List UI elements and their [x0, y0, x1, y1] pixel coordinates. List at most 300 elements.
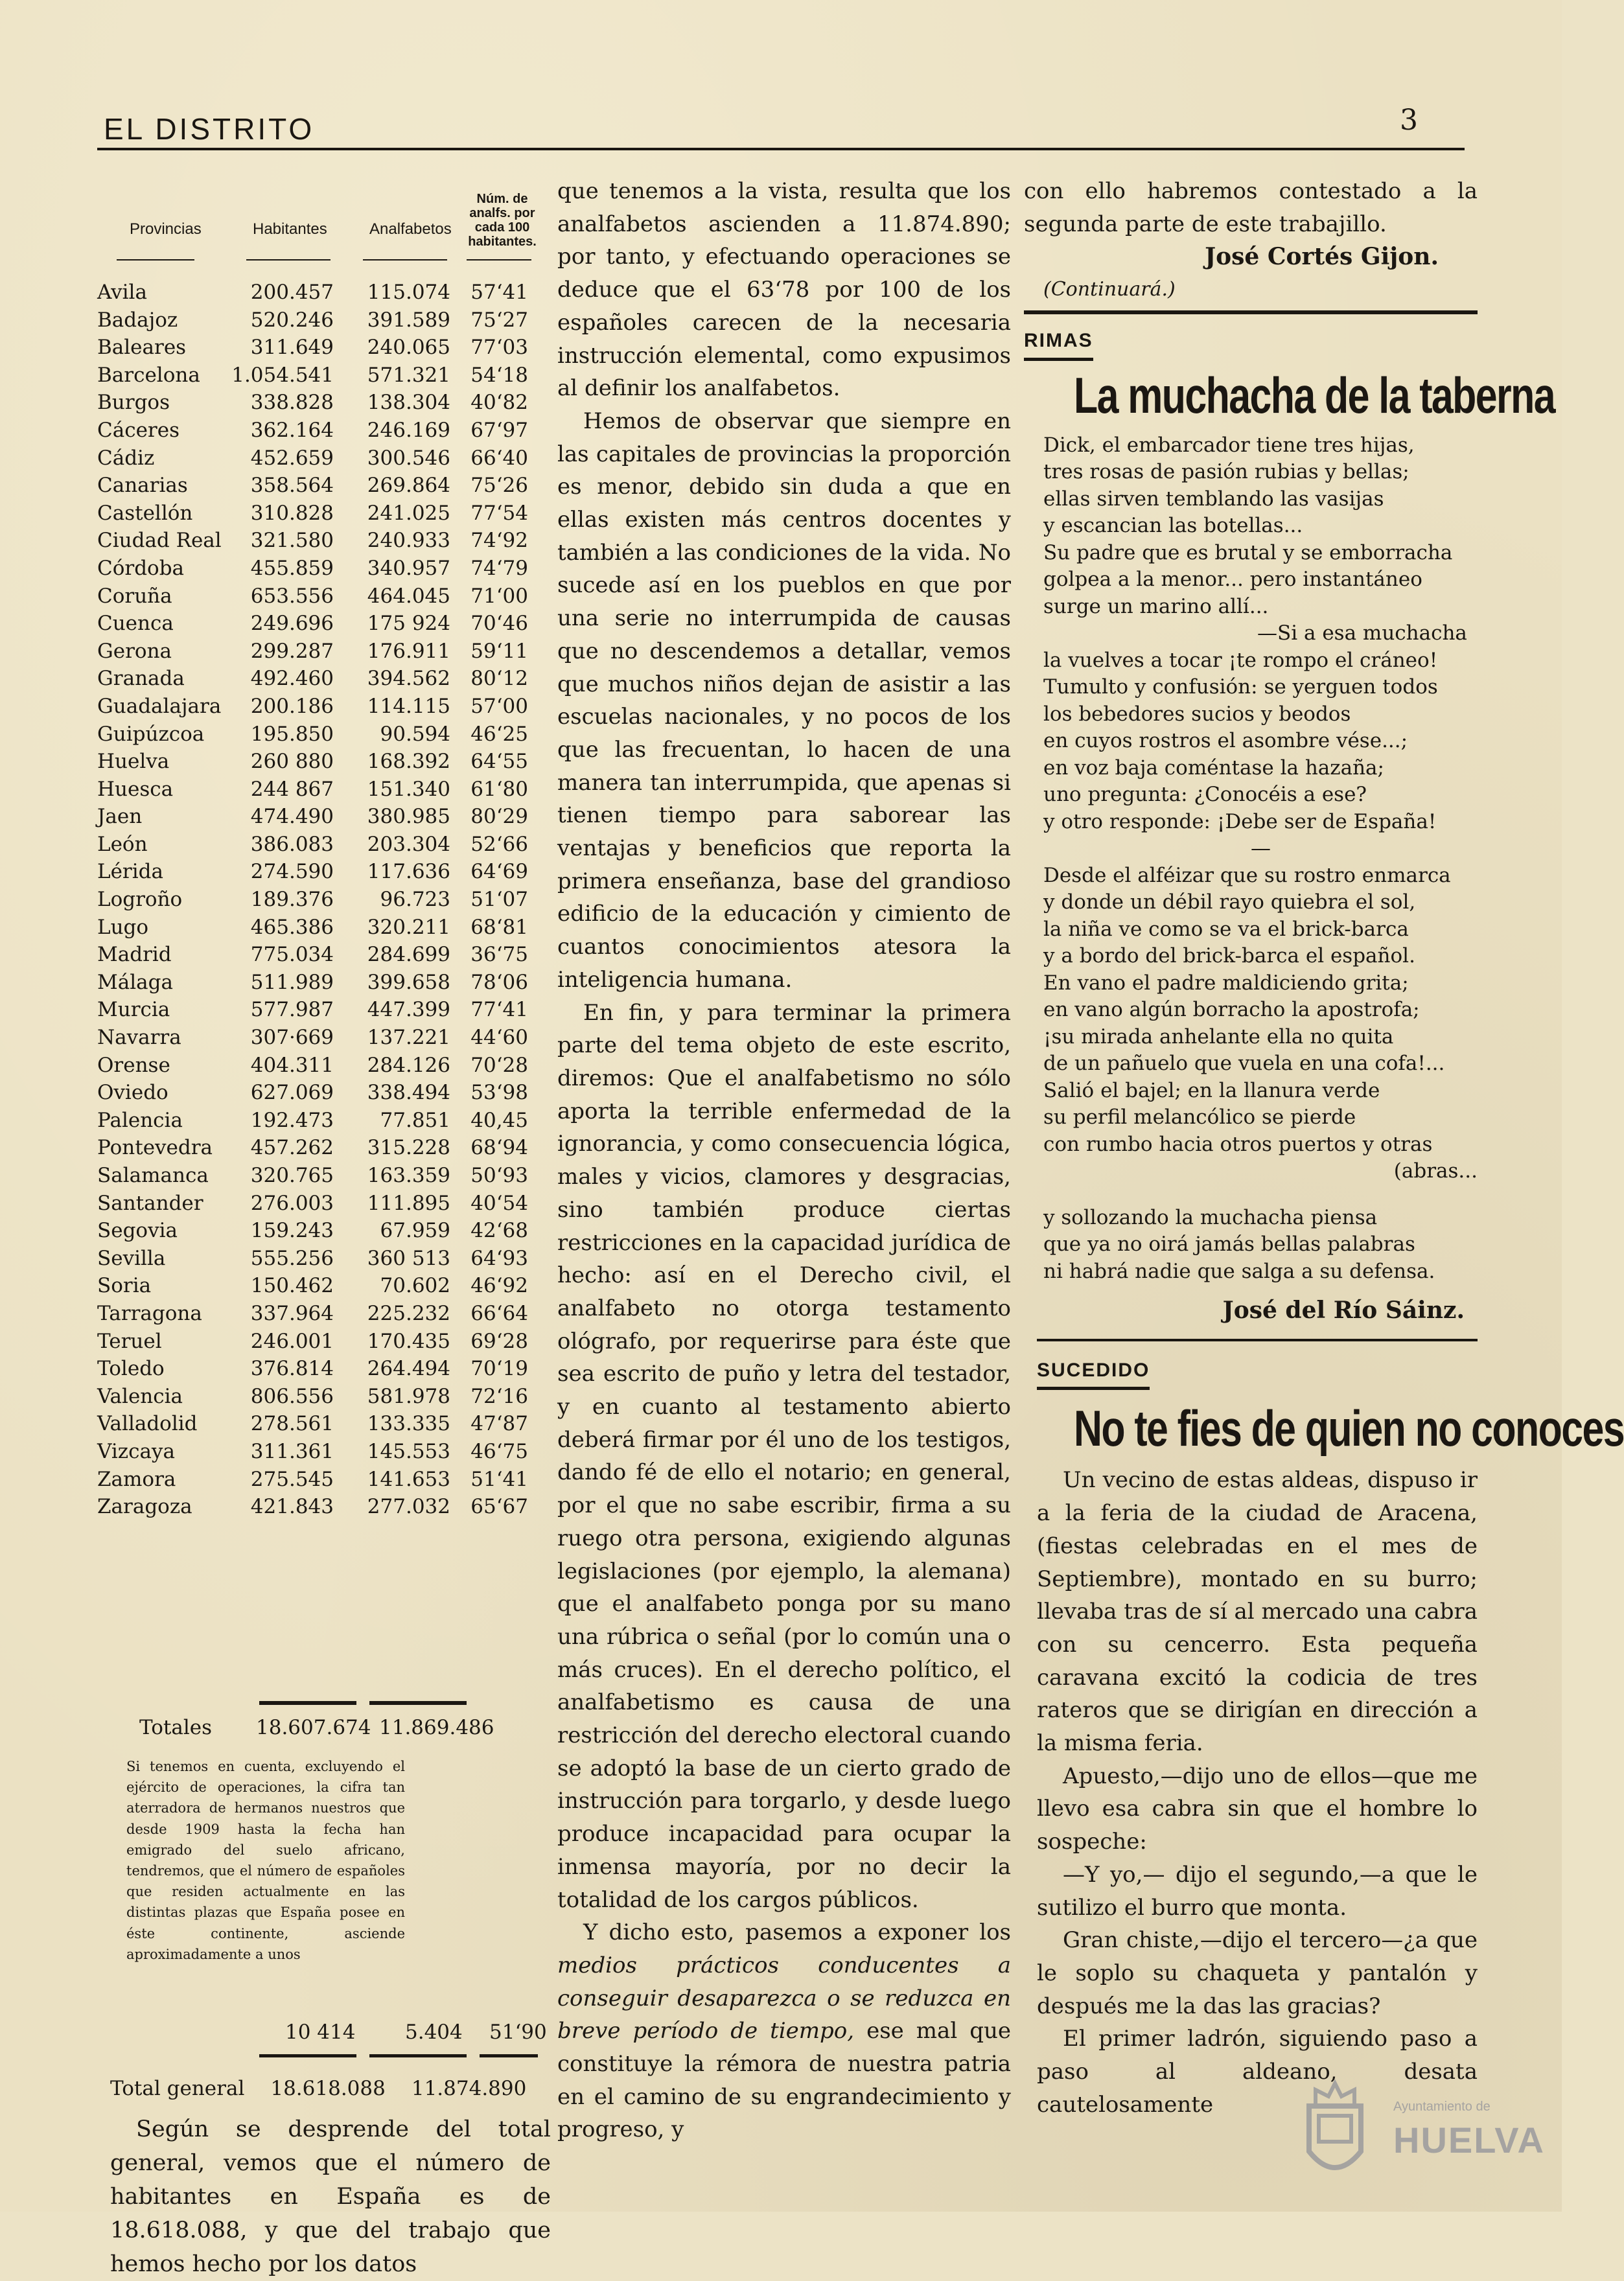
percent-value: 74‘92 [470, 529, 528, 553]
poem-line: ¡su mirada anhelante ella no quita [1043, 1025, 1394, 1048]
story-body [1024, 1464, 1478, 2121]
percent-value: 65‘67 [470, 1495, 528, 1519]
habitantes-value: 311.649 [250, 336, 334, 360]
author-signature: José Cortés Gijon. [1205, 243, 1439, 271]
percent-value: 71‘00 [470, 584, 528, 608]
habitantes-value: 195.850 [250, 722, 334, 746]
table-row [91, 279, 557, 307]
poem-line: los bebedores sucios y beodos [1043, 702, 1351, 726]
table-row [91, 748, 557, 776]
table-row [91, 362, 557, 389]
province-name: Avila [97, 281, 147, 304]
poem-line: en voz baja coméntase la hazaña; [1043, 756, 1384, 780]
province-name: Castellón [97, 501, 193, 525]
table-row [91, 914, 557, 942]
province-name: Barcelona [97, 363, 200, 387]
huelva-logo [1290, 2080, 1545, 2197]
analfabetos-value: 138.304 [367, 391, 450, 415]
poem-line: de un pañuelo que vuela en una cofa!... [1043, 1052, 1445, 1076]
analfabetos-value: 175 924 [367, 612, 450, 636]
analfabetos-value: 90.594 [380, 722, 450, 746]
percent-value: 64‘93 [470, 1246, 528, 1270]
province-name: Granada [97, 667, 185, 691]
poem-line: Su padre que es brutal y se emborracha [1043, 540, 1453, 564]
poem-line: surge un marino allí... [1043, 594, 1269, 618]
habitantes-value: 404.311 [250, 1053, 334, 1077]
header-underline [363, 259, 447, 261]
poem-line: Tumulto y confusión: se yerguen todos [1043, 675, 1438, 699]
analfabetos-value: 240.933 [367, 529, 450, 553]
table-row [91, 1328, 557, 1356]
habitantes-value: 159.243 [250, 1219, 334, 1243]
poem-line: Desde el alféizar que su rostro enmarca [1043, 863, 1451, 887]
unos-analfabetos: 5.404 [405, 2020, 463, 2044]
totales-habitantes: 18.607.674 [256, 1716, 371, 1739]
province-name: Cuenca [97, 612, 174, 636]
table-row [91, 1162, 557, 1190]
total-general-label: Total general [110, 2077, 245, 2100]
habitantes-value: 492.460 [250, 667, 334, 691]
poem-line: y escancian las botellas... [1043, 514, 1303, 538]
table-row [91, 1383, 557, 1411]
province-name: Baleares [97, 336, 187, 360]
unos-num: 51‘90 [489, 2020, 547, 2044]
habitantes-value: 386.083 [250, 832, 334, 856]
habitantes-value: 555.256 [250, 1246, 334, 1270]
analfabetos-value: 96.723 [380, 888, 450, 912]
analfabetos-value: 246.169 [367, 418, 450, 442]
header-provincias: Provincias [130, 220, 202, 238]
analfabetos-value: 340.957 [367, 556, 450, 580]
habitantes-value: 806.556 [250, 1384, 334, 1408]
poem-line: la vuelves a tocar ¡te rompo el cráneo! [1043, 648, 1438, 672]
province-name: Segovia [97, 1219, 178, 1243]
analfabetos-value: 137.221 [367, 1026, 450, 1050]
paragraph: Hemos de observar que siempre en las capitales de provincias la proporción es menor, debido sin duda a que en ellas existen más centros docentes y también a las condiciones de la vida. No sucede así en los pueblos en que por una serie no interrumpida de causas que no descendemos a detallar, vemos que muchos niños dejan de asistir a las escuelas nacionales, y no pocos de los que las frecuentan, lo hacen de una manera tan interrumpida, que apenas si tienen tiempo para saborear las ventajas y beneficios que reporta la primera enseñanza, base del grandioso edificio de la educación y cimiento de cuantos conocimientos atesora la inteligencia humana. [557, 408, 1011, 993]
analfabetos-value: 447.399 [367, 998, 450, 1022]
habitantes-value: 457.262 [250, 1136, 334, 1160]
poem-line: y sollozando la muchacha piensa [1043, 1205, 1378, 1229]
table-row [91, 389, 557, 417]
habitantes-value: 192.473 [250, 1108, 334, 1132]
table-row [91, 941, 557, 969]
masthead: EL DISTRITO [104, 112, 315, 146]
province-name: Huelva [97, 750, 170, 774]
page-number: 3 [1400, 104, 1418, 137]
province-name: Madrid [97, 943, 172, 967]
table-row [91, 1466, 557, 1494]
province-name: Navarra [97, 1026, 181, 1050]
table-row [91, 610, 557, 638]
percent-value: 72‘16 [470, 1384, 528, 1408]
habitantes-value: 653.556 [250, 584, 334, 608]
analfabetos-value: 241.025 [367, 501, 450, 525]
province-name: Guipúzcoa [97, 722, 205, 746]
habitantes-value: 275.545 [250, 1467, 334, 1491]
sum-rule [369, 2054, 467, 2057]
percent-value: 80‘12 [470, 667, 528, 691]
habitantes-value: 276.003 [250, 1191, 334, 1215]
total-general-analfabetos: 11.874.890 [411, 2077, 527, 2100]
percent-value: 75‘26 [470, 474, 528, 498]
analfabetos-value: 176.911 [367, 639, 450, 663]
province-name: Valencia [97, 1384, 183, 1408]
analfabetos-value: 170.435 [367, 1329, 450, 1353]
table-row [91, 1079, 557, 1107]
table-row [91, 1438, 557, 1466]
table-row [91, 665, 557, 693]
table-row [91, 583, 557, 610]
percent-value: 77‘41 [470, 998, 528, 1022]
province-name: Gerona [97, 639, 172, 663]
table-row [91, 1024, 557, 1052]
province-name: Huesca [97, 777, 174, 801]
habitantes-value: 1.054.541 [231, 363, 334, 387]
habitantes-value: 627.069 [250, 1081, 334, 1105]
percent-value: 47‘87 [470, 1412, 528, 1436]
percent-value: 42‘68 [470, 1219, 528, 1243]
percent-value: 68‘81 [470, 915, 528, 939]
percent-value: 52‘66 [470, 832, 528, 856]
percent-value: 57‘41 [470, 281, 528, 304]
table-row [91, 1245, 557, 1273]
table-row [91, 1052, 557, 1080]
province-name: León [97, 832, 148, 856]
province-name: Cádiz [97, 446, 155, 470]
totales-label: Totales [139, 1716, 213, 1739]
table-row [91, 886, 557, 914]
analfabetos-value: 399.658 [367, 970, 450, 994]
table-row [91, 555, 557, 583]
percent-value: 36‘75 [470, 943, 528, 967]
sum-rule [259, 2054, 356, 2057]
percent-value: 77‘54 [470, 501, 528, 525]
table-row [91, 417, 557, 445]
percent-value: 44‘60 [470, 1026, 528, 1050]
percent-value: 50‘93 [470, 1164, 528, 1187]
table-row [91, 445, 557, 472]
province-name: Murcia [97, 998, 170, 1022]
total-general-habitantes: 18.618.088 [270, 2077, 386, 2100]
table-row [91, 803, 557, 831]
poem-line: golpea a la menor... pero instantáneo [1043, 568, 1422, 592]
habitantes-value: 200.457 [250, 281, 334, 304]
section-rimas: RIMAS [1024, 325, 1093, 361]
table-row [91, 1493, 557, 1521]
analfabetos-value: 141.653 [367, 1467, 450, 1491]
header-num-analfs: Núm. de analfs. por cada 100 habitantes. [468, 192, 537, 249]
poem-line: —Si a esa muchacha [1257, 621, 1467, 645]
analfabetos-value: 277.032 [367, 1495, 450, 1519]
province-name: Cáceres [97, 418, 180, 442]
habitantes-value: 320.765 [250, 1164, 334, 1187]
percent-value: 75‘27 [470, 308, 528, 332]
table-row [91, 1272, 557, 1300]
habitantes-value: 376.814 [250, 1357, 334, 1381]
analfabetos-value: 115.074 [367, 281, 450, 304]
habitantes-value: 775.034 [250, 943, 334, 967]
habitantes-value: 274.590 [250, 860, 334, 884]
poem-line: en cuyos rostros el asombre vése...; [1043, 729, 1408, 753]
province-name: Córdoba [97, 556, 185, 580]
author-signature: José del Río Sáinz. [1222, 1297, 1465, 1325]
paragraph: Apuesto,—dijo uno de ellos—que me llevo esa cabra sin que el hombre lo sospeche: [1037, 1763, 1478, 1855]
analfabetos-value: 168.392 [367, 750, 450, 774]
analfabetos-value: 77.851 [380, 1108, 450, 1132]
province-name: Guadalajara [97, 694, 222, 718]
section-rule [1024, 310, 1478, 314]
percent-value: 78‘06 [470, 970, 528, 994]
sum-rule [480, 2054, 538, 2057]
habitantes-value: 455.859 [250, 556, 334, 580]
poem-line: ellas sirven temblando las vasijas [1043, 487, 1384, 511]
section-rule [1037, 1339, 1478, 1341]
habitantes-value: 520.246 [250, 308, 334, 332]
table-row [91, 500, 557, 527]
poem-line: la niña ve como se va el brick-barca [1043, 917, 1409, 941]
total-general-row [110, 2077, 552, 2100]
habitantes-value: 299.287 [250, 639, 334, 663]
province-name: Lugo [97, 915, 149, 939]
percent-value: 64‘69 [470, 860, 528, 884]
analfabetos-value: 464.045 [367, 584, 450, 608]
province-name: Jaen [97, 805, 143, 829]
poem-line: su perfil melancólico se pierde [1043, 1106, 1356, 1129]
province-name: Zaragoza [97, 1495, 192, 1519]
province-name: Badajoz [97, 308, 178, 332]
province-name: Tarragona [97, 1301, 202, 1325]
analfabetos-value: 360 513 [367, 1246, 450, 1270]
paragraph [557, 1916, 1011, 2146]
sum-rule [259, 1701, 356, 1705]
poem-line: con rumbo hacia otros puertos y otras [1043, 1132, 1433, 1156]
column1-paragraph [110, 2113, 551, 2281]
analfabetos-value: 114.115 [367, 694, 450, 718]
percent-value: 70‘19 [470, 1357, 528, 1381]
percent-value: 40‘82 [470, 391, 528, 415]
paragraph: Según se desprende del total general, vemos que el número de habitantes en España es de 18.618.088, y que del trabajo que hemos hecho por los datos [110, 2116, 551, 2277]
analfabetos-value: 203.304 [367, 832, 450, 856]
poem-line: y donde un débil rayo quiebra el sol, [1043, 890, 1416, 914]
analfabetos-value: 300.546 [367, 446, 450, 470]
percent-value: 68‘94 [470, 1136, 528, 1160]
habitantes-value: 465.386 [250, 915, 334, 939]
paragraph: En fin, y para terminar la primera parte del tema objeto de este escrito, diremos: Que el analfabetismo no sólo aporta la terrible enfermedad de la ignorancia, y como consecuencia lógica, males y vicios, clamores y desgracias, sino también produce ciertas restricciones en la capacidad jurídica de hecho: así en el Derecho civil, el analfabeto no otorga testamento ológrafo, por requerirse para éste que sea escrito de puño y letra del testador, y en cuanto al testamento abierto deberá firmar por él uno de los testigos, dando fé de ello el notario; en general, por el que no sabe escribir, firma a su ruego otra persona, exigiendo algunas legislaciones (por ejemplo, la alemana) que el analfabeto ponga por su mano una rúbrica o señal (por lo común una o más cruces). En el derecho político, el analfabetismo es causa de una restricción del derecho electoral cuando se adoptó la base de un cierto grado de instrucción para torgarlo, y desde luego produce incapacidad para ocupar la inmensa mayoría, por no decir la totalidad de los cargos públicos. [557, 999, 1011, 1913]
province-name: Salamanca [97, 1164, 209, 1187]
paragraph-text: Y dicho esto, pasemos a exponer los [583, 1919, 1011, 1946]
habitantes-value: 244 867 [250, 777, 334, 801]
habitantes-value: 577.987 [250, 998, 334, 1022]
poem-line: en vano algún borracho la apostrofa; [1043, 998, 1420, 1022]
analfabetos-value: 163.359 [367, 1164, 450, 1187]
habitantes-value: 278.561 [250, 1412, 334, 1436]
analfabetos-value: 225.232 [367, 1301, 450, 1325]
analfabetos-value: 117.636 [367, 860, 450, 884]
analfabetos-value: 315.228 [367, 1136, 450, 1160]
paragraph: El primer ladrón, siguiendo paso a paso al aldeano, desata cautelosamente [1037, 2026, 1478, 2118]
province-name: Palencia [97, 1108, 183, 1132]
analfabetos-value: 70.602 [380, 1274, 450, 1298]
province-name: Soria [97, 1274, 152, 1298]
analfabetos-value: 581.978 [367, 1384, 450, 1408]
percent-value: 69‘28 [470, 1329, 528, 1353]
table-row [91, 1217, 557, 1245]
poem-line: — [1251, 837, 1271, 861]
habitantes-value: 200.186 [250, 694, 334, 718]
habitantes-value: 474.490 [250, 805, 334, 829]
percent-value: 59‘11 [470, 639, 528, 663]
paragraph: Un vecino de estas aldeas, dispuso ir a la feria de la ciudad de Aracena, (fiestas celebradas en el mes de Septiembre), montado en su burro; llevaba tras de sí al mercado una cabra con su cencerro. Esta pequeña caravana excitó la codicia de tres rateros que se dirigían en dirección a la misma feria. [1037, 1467, 1478, 1757]
province-name: Burgos [97, 391, 170, 415]
table-row [91, 527, 557, 555]
table-row [91, 1355, 557, 1383]
analfabetos-value: 284.126 [367, 1053, 450, 1077]
poem-line: En vano el padre maldiciendo grita; [1043, 971, 1409, 995]
poem-line: (abras... [1393, 1159, 1478, 1183]
percent-value: 64‘55 [470, 750, 528, 774]
percent-value: 66‘40 [470, 446, 528, 470]
logo-title: HUELVA [1393, 2120, 1545, 2160]
table-row [91, 307, 557, 334]
percent-value: 61‘80 [470, 777, 528, 801]
province-name: Santander [97, 1191, 203, 1215]
totales-row [139, 1716, 494, 1739]
logo-caption: Ayuntamiento de [1393, 2100, 1491, 2114]
analfabetos-value: 240.065 [367, 336, 450, 360]
analfabetos-value: 133.335 [367, 1412, 450, 1436]
province-name: Oviedo [97, 1081, 168, 1105]
table-row [91, 1134, 557, 1162]
paragraph: —Y yo,— dijo el segundo,—a que le sutilizo el burro que monta. [1037, 1861, 1478, 1921]
analfabetos-value: 571.321 [367, 363, 450, 387]
province-name: Toledo [97, 1357, 165, 1381]
percent-value: 74‘79 [470, 556, 528, 580]
habitantes-value: 260 880 [250, 750, 334, 774]
paragraph-text: ese mal que constituye la rémora de nuestra patria en el camino de su engrandecimiento y progreso, y [557, 2018, 1012, 2143]
habitantes-value: 307·669 [250, 1026, 334, 1050]
habitantes-value: 338.828 [250, 391, 334, 415]
province-name: Coruña [97, 584, 172, 608]
analfabetos-value: 394.562 [367, 667, 450, 691]
note-africa: Si tenemos en cuenta, excluyendo el ejército de operaciones, la cifra tan aterradora de hermanos nuestros que desde 1909 hasta la fecha han emigrado del suelo africano, tendremos, que el número de españoles que residen actualmente en las distintas plazas que España posee en éste continente, asciende aproximadamente a unos [126, 1759, 405, 1962]
table-row [91, 1410, 557, 1438]
header-underline [246, 259, 331, 261]
percent-value: 54‘18 [470, 363, 528, 387]
table-row [91, 638, 557, 666]
poem-line: tres rosas de pasión rubias y bellas; [1043, 460, 1409, 484]
poem-line: y a bordo del brick-barca el español. [1043, 944, 1415, 968]
analfabetos-value: 264.494 [367, 1357, 450, 1381]
totales-analfabetos: 11.869.486 [379, 1716, 494, 1739]
table-row [91, 1300, 557, 1328]
article-body [557, 175, 1011, 2146]
province-name: Zamora [97, 1467, 176, 1491]
habitantes-value: 511.989 [250, 970, 334, 994]
analfabetos-value: 320.211 [367, 915, 450, 939]
poem-line: que ya no oirá jamás bellas palabras [1043, 1233, 1415, 1256]
percent-value: 46‘25 [470, 722, 528, 746]
habitantes-value: 189.376 [250, 888, 334, 912]
habitantes-value: 246.001 [250, 1329, 334, 1353]
poem-line: ni habrá nadie que salga a su defensa. [1043, 1259, 1435, 1283]
province-name: Ciudad Real [97, 529, 222, 553]
percent-value: 40‘54 [470, 1191, 528, 1215]
table-row [91, 969, 557, 997]
percent-value: 70‘46 [470, 612, 528, 636]
percent-value: 46‘75 [470, 1439, 528, 1463]
poem-line: y otro responde: ¡Debe ser de España! [1043, 809, 1437, 833]
province-name: Málaga [97, 970, 173, 994]
poem-line [1043, 1185, 1478, 1205]
header-rule [97, 148, 1465, 150]
poem-line: Salió el bajel; en la llanura verde [1043, 1078, 1380, 1102]
analfabetos-value: 391.589 [367, 308, 450, 332]
paragraph-italic: medios prácticos conducentes a conseguir desaparezca o se reduzca en breve período de tiempo, [557, 1952, 1011, 2044]
habitantes-value: 321.580 [250, 529, 334, 553]
province-name: Canarias [97, 474, 188, 498]
paragraph: Gran chiste,—dijo el tercero—¿a que le soplo su chaqueta y pantalón y después me la das las gracias? [1037, 1927, 1478, 2019]
percent-value: 53‘98 [470, 1081, 528, 1105]
percent-value: 80‘29 [470, 805, 528, 829]
table-row [91, 776, 557, 804]
percent-value: 51‘41 [470, 1467, 528, 1491]
analfabetos-value: 338.494 [367, 1081, 450, 1105]
table-row [91, 831, 557, 859]
headline-no-te-fies: No te fies de quien no conoces [1074, 1400, 1624, 1457]
section-sucedido: SUCEDIDO [1037, 1354, 1150, 1391]
crest-icon [1296, 2080, 1374, 2190]
analfabetos-value: 67.959 [380, 1219, 450, 1243]
province-name: Lérida [97, 860, 163, 884]
header-analfabetos: Analfabetos [369, 220, 452, 238]
intro-paragraph: con ello habremos contestado a la segunda parte de este trabajillo. [1024, 178, 1478, 237]
habitantes-value: 310.828 [250, 501, 334, 525]
percent-value: 67‘97 [470, 418, 528, 442]
unos-habitantes: 10 414 [285, 2020, 356, 2044]
habitantes-value: 421.843 [250, 1495, 334, 1519]
header-underline [467, 259, 531, 261]
habitantes-value: 452.659 [250, 446, 334, 470]
analfabetos-value: 284.699 [367, 943, 450, 967]
province-name: Orense [97, 1053, 170, 1077]
poem [1024, 432, 1478, 1286]
table-row [91, 472, 557, 500]
analfabetos-value: 380.985 [367, 805, 450, 829]
table-row [91, 996, 557, 1024]
analfabetos-value: 269.864 [367, 474, 450, 498]
headline-muchacha: La muchacha de la taberna [1074, 366, 1555, 424]
habitantes-value: 358.564 [250, 474, 334, 498]
poem-line: Dick, el embarcador tiene tres hijas, [1043, 433, 1415, 457]
sum-rule [369, 1701, 467, 1705]
habitantes-value: 311.361 [250, 1439, 334, 1463]
habitantes-value: 362.164 [250, 418, 334, 442]
header-habitantes: Habitantes [253, 220, 327, 238]
table-row [91, 858, 557, 886]
province-name: Vizcaya [97, 1439, 175, 1463]
province-name: Sevilla [97, 1246, 166, 1270]
province-name: Logroño [97, 888, 183, 912]
percent-value: 77‘03 [470, 336, 528, 360]
paragraph: que tenemos a la vista, resulta que los analfabetos ascienden a 11.874.890; por tanto, y efectuando operaciones se deduce que el 63‘78 por 100 de los españoles carecen de la necesaria instrucción elemental, como expusimos al definir los analfabetos. [557, 178, 1011, 402]
analfabetos-value: 111.895 [367, 1191, 450, 1215]
column3-content [1024, 175, 1624, 2121]
poem-line: uno pregunta: ¿Conocéis a ese? [1043, 783, 1367, 807]
percent-value: 70‘28 [470, 1053, 528, 1077]
continuara: (Continuará.) [1043, 278, 1176, 301]
table-row [91, 721, 557, 748]
analfabetos-value: 151.340 [367, 777, 450, 801]
